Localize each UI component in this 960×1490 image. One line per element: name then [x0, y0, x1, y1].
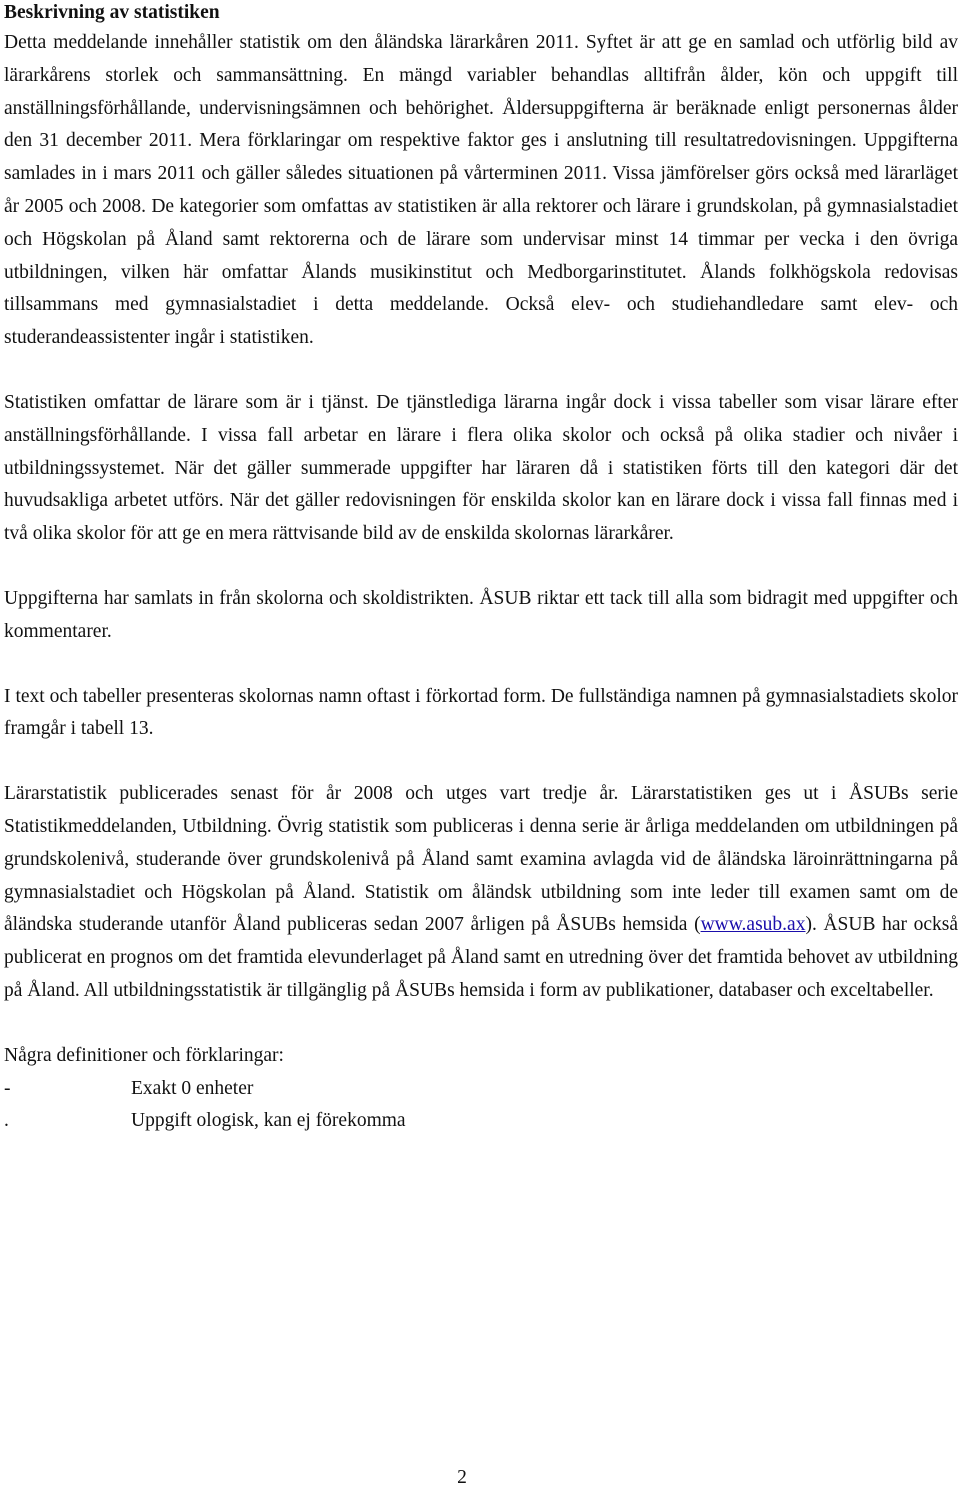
definition-symbol: .	[4, 1110, 9, 1132]
publication-text-after-link: ). ÅSUB har också publicerat en prognos om det framtida elevunderlaget på Åland samt en utredning över det framtida behovet av utbildning på Åland. All utbildningsstatistik är tillgänglig på ÅSUBs hemsida i form av publikationer, databaser och exceltabeller.	[4, 914, 958, 1001]
definition-item	[4, 1073, 958, 1106]
definition-symbol: -	[4, 1077, 11, 1099]
paragraph-publication	[4, 778, 958, 1008]
definition-text: Uppgift ologisk, kan ej förekomma	[131, 1110, 406, 1132]
section-heading: Beskrivning av statistiken	[4, 2, 220, 23]
publication-text-before-link: Lärarstatistik publicerades senast för år 2008 och utges vart tredje år. Lärarstatistiken ges ut i ÅSUBs serie Statistikmeddelanden, Utbildning. Övrig statistik som publiceras i denna serie är årliga meddelanden om utbildningen på grundskolenivå, studerande över grundskolenivå på Åland samt examina avlagda vid de åländska läroinrättningarna på gymnasialstadiet och Högskolan på Åland. Statistik om åländsk utbildning som inte leder till examen samt om de åländska studerande utanför Åland publiceras sedan 2007 årligen på ÅSUBs hemsida (	[4, 783, 958, 936]
paragraph-acknowledgement: Uppgifterna har samlats in från skolorna och skoldistrikten. ÅSUB riktar ett tack till alla som bidragit med uppgifter och kommentarer.	[4, 587, 958, 642]
paragraph-naming: I text och tabeller presenteras skolornas namn oftast i förkortad form. De fullständiga namnen på gymnasialstadiets skolor framgår i tabell 13.	[4, 685, 958, 740]
page-number: 2	[457, 1467, 467, 1488]
document-page	[4, 0, 958, 1138]
paragraph-description: Detta meddelande innehåller statistik om den åländska lärarkåren 2011. Syftet är att ge en samlad och utförlig bild av lärarkårens storlek och sammansättning. En mängd variabler behandlas alltifrån ålder, kön och uppgift till anställningsförhållande, undervisningsämnen och behörighet. Åldersuppgifterna är beräknade enligt personernas ålder den 31 december 2011. Mera förklaringar om respektive faktor ges i anslutning till resultatredovisningen. Uppgifterna samlades in i mars 2011 och gäller således situationen på vårterminen 2011. Vissa jämförelser görs också med lärarläget år 2005 och 2008. De kategorier som omfattas av statistiken är alla rektorer och lärare i grundskolan, på gymnasialstadiet och Högskolan på Åland samt rektorerna och de lärare som undervisar minst 14 timmar per vecka i den övriga utbildningen, vilken här omfattar Ålands musikinstitut och Medborgarinstitutet. Ålands folkhögskola redovisas tillsammans med gymnasialstadiet i detta meddelande. Också elev- och studiehandledare samt elev- och studerandeassistenter ingår i statistiken.	[4, 32, 958, 349]
definition-text: Exakt 0 enheter	[131, 1077, 254, 1099]
paragraph-scope: Statistiken omfattar de lärare som är i tjänst. De tjänstlediga lärarna ingår dock i vissa tabeller som visar lärare efter anställningsförhållande. I vissa fall arbetar en lärare i flera olika skolor och också på olika stadier och nivåer i utbildningssystemet. När det gäller summerade uppgifter har läraren då i statistiken förts till den kategori där det huvudsakliga arbetet utförs. När det gäller redovisningen för enskilda skolor kan en lärare dock i vissa fall finnas med i två olika skolor för att ge en mera rättvisande bild av de enskilda skolornas lärarkårer.	[4, 391, 958, 545]
asub-website-link[interactable]: www.asub.ax	[700, 914, 806, 936]
definitions-intro: Några definitioner och förklaringar:	[4, 1044, 284, 1066]
definition-item	[4, 1105, 958, 1138]
